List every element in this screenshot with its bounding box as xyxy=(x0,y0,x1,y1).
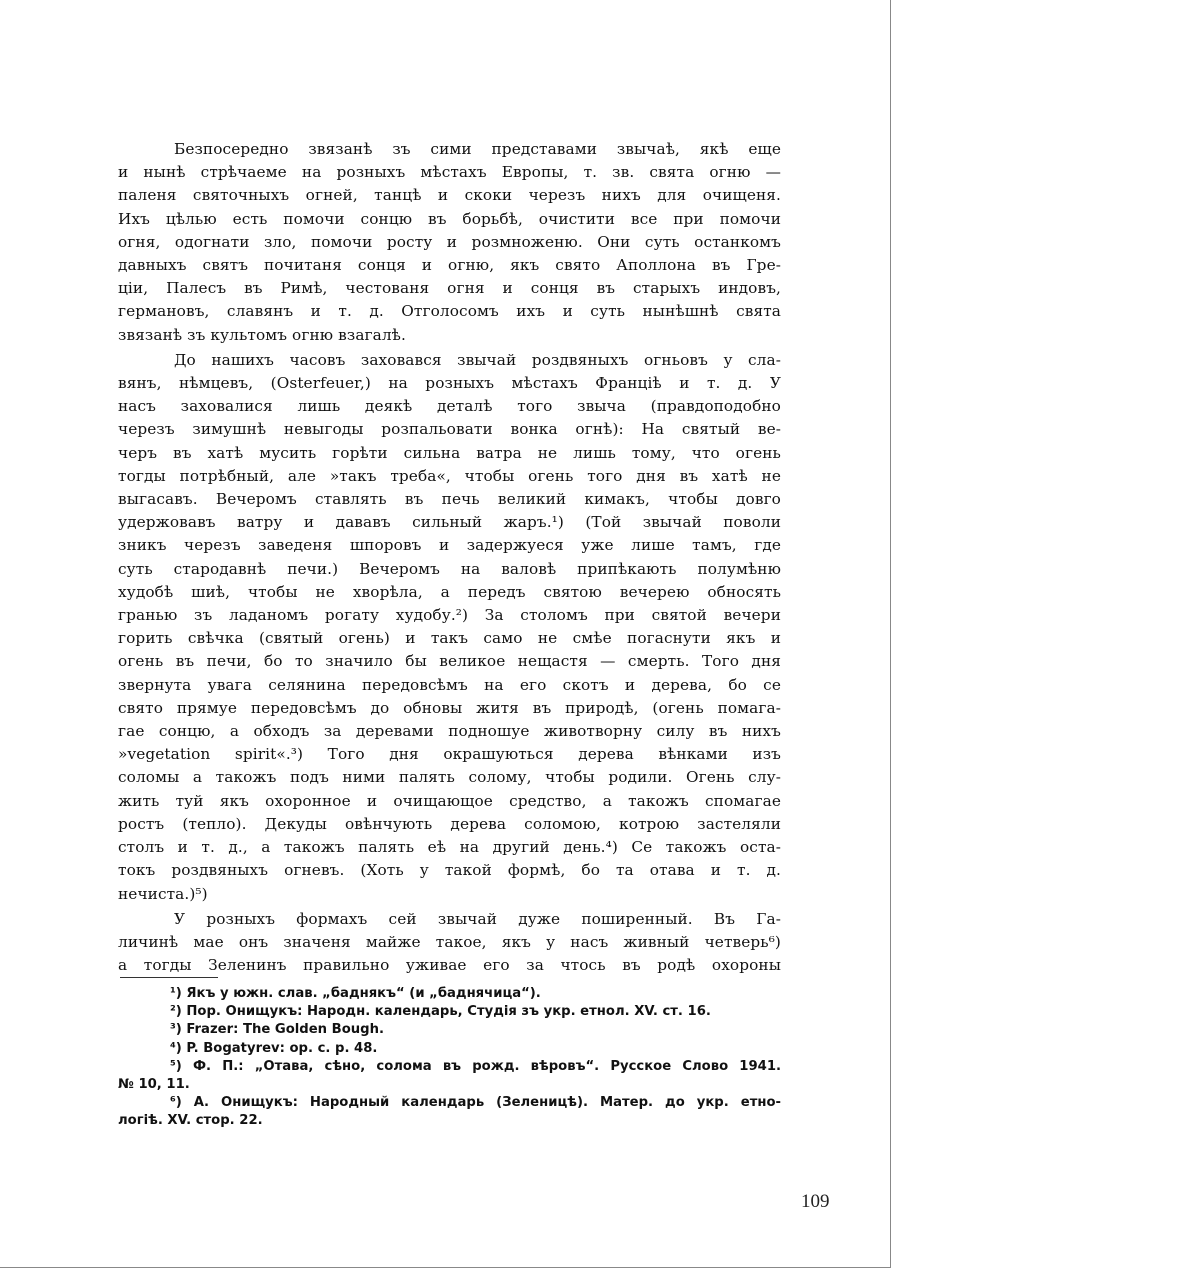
footnote-5: ⁵) Ф. П.: „Отава, сѣно, солома въ рожд. вѣровъ“. Русское Слово 1941. xyxy=(170,1058,781,1074)
text-line: личинѣ мае онъ значеня майже такое, якъ у насъ живный четверь⁶) xyxy=(118,932,781,951)
text-line: У розныхъ формахъ сей звычай дуже поширенный. Въ Га- xyxy=(174,909,781,928)
text-line: насъ заховалися лишь деякѣ деталѣ того звыча (правдоподобно xyxy=(118,397,781,416)
footnotes xyxy=(118,985,781,1131)
text-line: а тогды Зеленинъ правильно уживае его за чтось въ родѣ охороны xyxy=(118,956,781,975)
text-line: нечиста.)⁵) xyxy=(118,884,208,903)
text-line: До нашихъ часовъ заховався звычай роздвяныхъ огньовъ у сла- xyxy=(174,350,781,369)
footnote-divider xyxy=(120,977,218,978)
text-line: жить туй якъ охоронное и очищающое средство, а такожъ спомагае xyxy=(118,791,781,810)
text-line: гае сонцю, а обходъ за деревами подношуе животворну силу въ нихъ xyxy=(118,722,781,741)
page-number: 109 xyxy=(801,1191,830,1212)
paragraph-3 xyxy=(118,908,781,978)
text-line: токъ роздвяныхъ огневъ. (Хоть у такой формѣ, бо та отава и т. д. xyxy=(118,861,781,880)
text-line: худобѣ шиѣ, чтобы не хворѣла, а передъ святою вечерею обносять xyxy=(118,582,781,601)
text-line: огня, одогнати зло, помочи росту и розмноженю. Они суть останкомъ xyxy=(118,232,781,251)
text-line: тогды потрѣбный, але »такъ треба«, чтобы огень того дня въ хатѣ не xyxy=(118,466,781,485)
footnote-4: ⁴) P. Bogatyrev: op. c. p. 48. xyxy=(170,1040,378,1056)
text-line: удержовавъ ватру и дававъ сильный жаръ.¹) (Той звычай поволи xyxy=(118,513,781,532)
text-line: ростъ (тепло). Декуды овѣнчують дерева соломою, котрою застеляли xyxy=(118,814,781,833)
footnote-1: ¹) Якъ у южн. слав. „баднякъ“ (и „баднячица“). xyxy=(170,986,541,1001)
text-line: выгасавъ. Вечеромъ ставлять въ печь великий кимакъ, чтобы довго xyxy=(118,490,781,509)
text-line: »vegetation spirit«.³) Того дня окрашуються дерева вѣнками изъ xyxy=(118,745,781,764)
text-line: Безпосередно звязанѣ зъ сими представами звычаѣ, якѣ еще xyxy=(174,140,781,158)
footnote-2: ²) Пор. Онищукъ: Народн. календарь, Студія зъ укр. етнол. XV. ст. 16. xyxy=(170,1004,711,1020)
text-line: звязанѣ зъ культомъ огню взагалѣ. xyxy=(118,325,406,344)
text-line: Ихъ цѣлью есть помочи сонцю въ борьбѣ, очистити все при помочи xyxy=(118,209,781,228)
paragraph-1 xyxy=(118,138,781,347)
text-line: ціи, Палесъ въ Римѣ, честованя огня и сонця въ старыхъ индовъ, xyxy=(118,279,781,298)
text-line: гранью зъ ладаномъ рогату худобу.²) За столомъ при святой вечери xyxy=(118,606,781,625)
footnote-5-continued: № 10, 11. xyxy=(118,1077,190,1093)
text-line: звернута увага селянина передовсѣмъ на его скотъ и дерева, бо се xyxy=(118,675,781,694)
text-line: германовъ, славянъ и т. д. Отголосомъ ихъ и суть нынѣшнѣ свята xyxy=(118,302,781,321)
text-line: паленя святочныхъ огней, танцѣ и скоки черезъ нихъ для очищеня. xyxy=(118,186,781,205)
paragraph-2 xyxy=(118,349,781,906)
footnote-6: ⁶) А. Онищукъ: Народный календарь (Зеленицѣ). Матер. до укр. етно- xyxy=(170,1095,781,1111)
footnote-3: ³) Frazer: The Golden Bough. xyxy=(170,1022,384,1038)
text-line: соломы а такожъ подъ ними палять солому, чтобы родили. Огень слу- xyxy=(118,768,781,787)
text-line: свято прямуе передовсѣмъ до обновы житя въ природѣ, (огень помага- xyxy=(118,698,781,717)
text-line: горить свѣчка (святый огень) и такъ само не смѣе погаснути якъ и xyxy=(118,629,781,648)
text-line: давныхъ святъ почитаня сонця и огню, якъ свято Аполлона въ Гре- xyxy=(118,256,781,275)
text-line: зникъ черезъ заведеня шпоровъ и задержуеся уже лише тамъ, где xyxy=(118,536,781,555)
text-line: вянъ, нѣмцевъ, (Osterfeuer,) на розныхъ мѣстахъ Францiѣ и т. д. У xyxy=(118,374,781,393)
text-line: огень въ печи, бо то значило бы великое нещастя — смерть. Того дня xyxy=(118,652,781,671)
footnote-6-continued: логiѣ. XV. стор. 22. xyxy=(118,1113,263,1129)
text-line: черезъ зимушнѣ невыгоды розпальовати вонка огнѣ): На святый ве- xyxy=(118,420,781,439)
text-line: суть стародавнѣ печи.) Вечеромъ на валовѣ припѣкають полумѣню xyxy=(118,559,781,578)
text-line: и нынѣ стрѣчаеме на розныхъ мѣстахъ Европы, т. зв. свята огню — xyxy=(118,163,781,182)
text-line: черъ въ хатѣ мусить горѣти сильна ватра не лишь тому, что огень xyxy=(118,443,781,462)
text-line: столъ и т. д., а такожъ палять еѣ на другий день.⁴) Се такожъ оста- xyxy=(118,838,781,857)
body-text xyxy=(118,138,781,977)
